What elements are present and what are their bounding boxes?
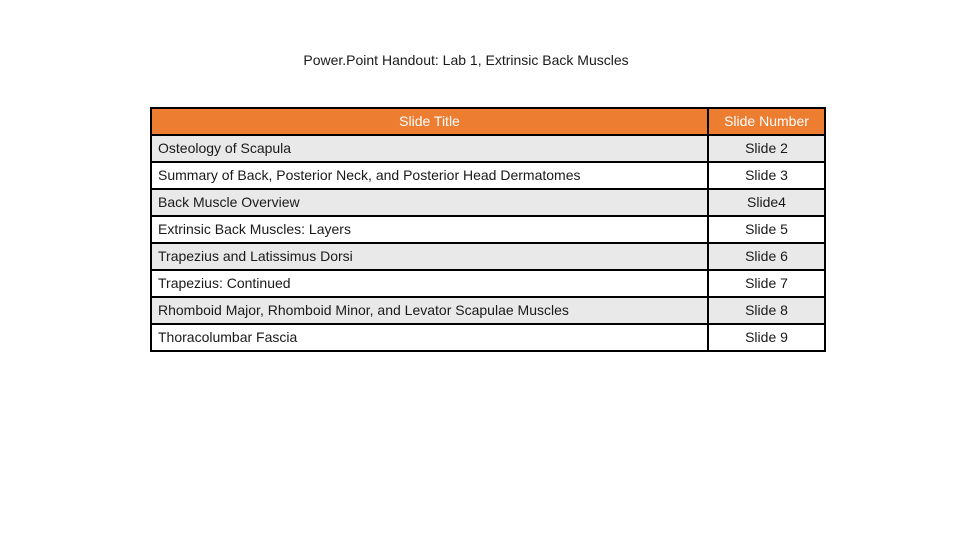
table-row — [151, 189, 825, 216]
slide-number-cell: Slide 7 — [708, 270, 825, 297]
slide-number-cell: Slide 6 — [708, 243, 825, 270]
header-slide-number: Slide Number — [708, 108, 825, 135]
slide-title-cell: Rhomboid Major, Rhomboid Minor, and Levator Scapulae Muscles — [151, 297, 708, 324]
table-row — [151, 162, 825, 189]
slide-number-cell: Slide4 — [708, 189, 825, 216]
table-header-row — [151, 108, 825, 135]
table-row — [151, 324, 825, 351]
slide-title-cell: Osteology of Scapula — [151, 135, 708, 162]
slide-number-cell: Slide 9 — [708, 324, 825, 351]
table-row — [151, 297, 825, 324]
slide-number-cell: Slide 5 — [708, 216, 825, 243]
table-row — [151, 270, 825, 297]
slide-number-cell: Slide 2 — [708, 135, 825, 162]
table-row — [151, 216, 825, 243]
slide-title-cell: Back Muscle Overview — [151, 189, 708, 216]
slide-number-cell: Slide 3 — [708, 162, 825, 189]
slide-number-cell: Slide 8 — [708, 297, 825, 324]
document-title: Power.Point Handout: Lab 1, Extrinsic Back Muscles — [303, 52, 629, 68]
slide-title-cell: Extrinsic Back Muscles: Layers — [151, 216, 708, 243]
slide-title-cell: Trapezius: Continued — [151, 270, 708, 297]
table-row — [151, 243, 825, 270]
table-row — [151, 135, 825, 162]
slide-title-cell: Summary of Back, Posterior Neck, and Posterior Head Dermatomes — [151, 162, 708, 189]
slide-title-cell: Thoracolumbar Fascia — [151, 324, 708, 351]
slide-index-table — [150, 107, 826, 352]
header-slide-title: Slide Title — [151, 108, 708, 135]
slide-title-cell: Trapezius and Latissimus Dorsi — [151, 243, 708, 270]
